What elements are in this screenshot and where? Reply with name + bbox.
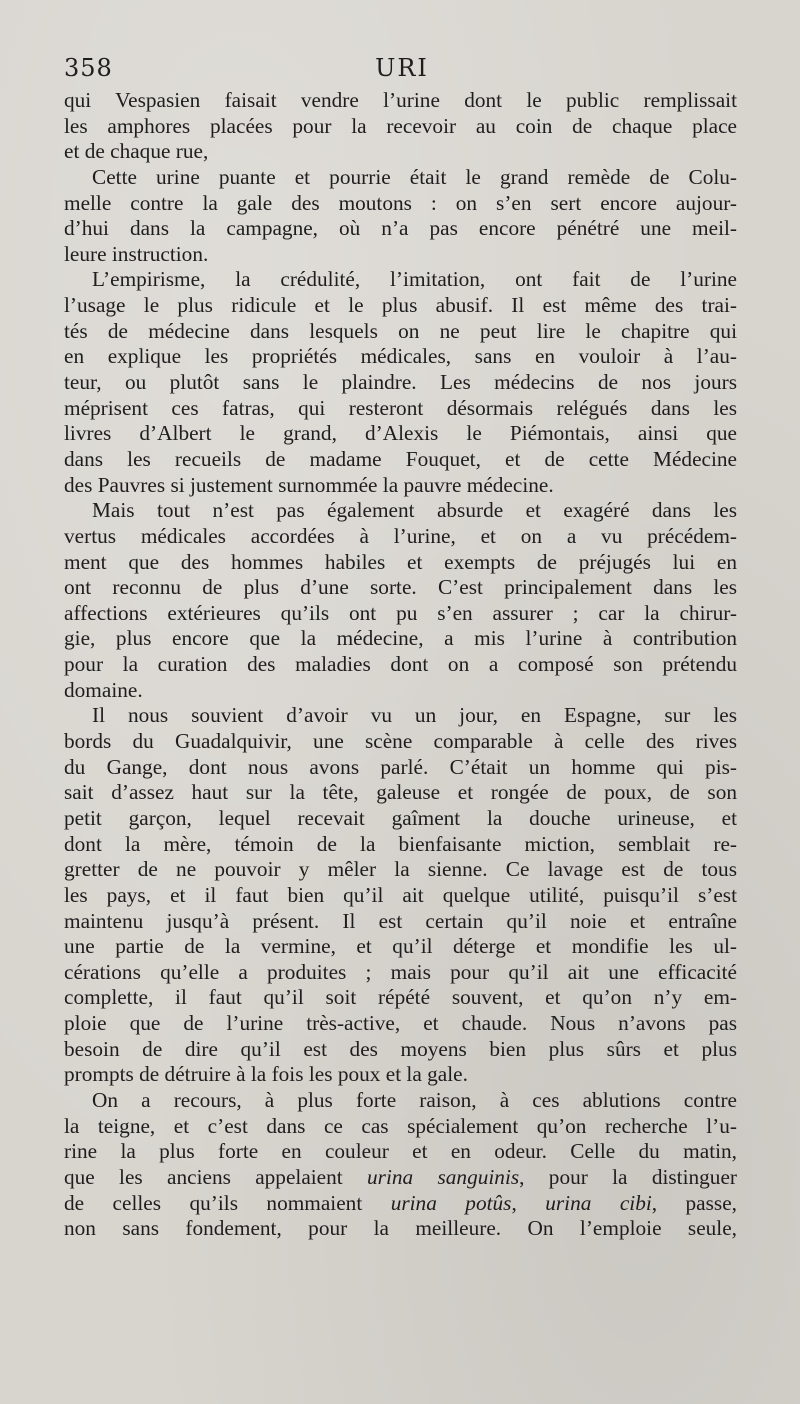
text-line: On a recours, à plus forte raison, à ces ablutions contre bbox=[92, 1087, 737, 1112]
text-line: les amphores placées pour la recevoir au coin de chaque place bbox=[64, 113, 737, 138]
text-line: Il nous souvient d’avoir vu un jour, en Espagne, sur les bbox=[92, 703, 737, 728]
body-text bbox=[64, 88, 737, 1242]
text-line-with-italic bbox=[64, 1165, 737, 1191]
text-line: non sans fondement, pour la meilleure. On l’emploie seule, bbox=[64, 1216, 737, 1241]
text-segment: , passe, bbox=[651, 1190, 737, 1215]
latin-term-urina-cibi: urina cibi bbox=[545, 1190, 652, 1215]
text-line: la teigne, et c’est dans ce cas spécialement qu’on recherche l’u- bbox=[64, 1113, 737, 1138]
text-line: cérations qu’elle a produites ; mais pour qu’il ait une efficacité bbox=[64, 959, 737, 984]
text-line: complette, il faut qu’il soit répété souvent, et qu’on n’y em- bbox=[64, 985, 737, 1010]
text-line: L’empirisme, la crédulité, l’imitation, ont fait de l’urine bbox=[92, 267, 737, 292]
running-head: URI bbox=[375, 54, 429, 82]
text-line: Mais tout n’est pas également absurde et exagéré dans les bbox=[92, 498, 737, 523]
text-line: l’usage le plus ridicule et le plus abusif. Il est même des trai- bbox=[64, 293, 737, 318]
text-line: des Pauvres si justement surnommée la pauvre médecine. bbox=[64, 472, 554, 497]
latin-term-urina-sanguinis: urina sanguinis bbox=[367, 1164, 520, 1189]
text-line: une partie de la vermine, et qu’il déterge et mondifie les ul- bbox=[64, 934, 737, 959]
text-line: d’hui dans la campagne, où n’a pas encore pénétré une meil- bbox=[64, 216, 737, 241]
text-line: Cette urine puante et pourrie était le grand remède de Colu- bbox=[92, 164, 737, 189]
text-line: leure instruction. bbox=[64, 241, 209, 266]
text-line-with-italic bbox=[64, 1191, 737, 1217]
text-line: et de chaque rue, bbox=[64, 139, 209, 164]
text-line: tés de médecine dans lesquels on ne peut lire le chapitre qui bbox=[64, 318, 737, 343]
text-line: ont reconnu de plus d’une sorte. C’est principalement dans les bbox=[64, 575, 737, 600]
text-line: maintenu jusqu’à présent. Il est certain qu’il noie et entraîne bbox=[64, 908, 737, 933]
text-line: dont la mère, témoin de la bienfaisante miction, semblait re- bbox=[64, 831, 737, 856]
text-line: bords du Guadalquivir, une scène comparable à celle des rives bbox=[64, 729, 737, 754]
text-line: qui Vespasien faisait vendre l’urine dont le public remplissait bbox=[64, 88, 737, 112]
text-line: ment que des hommes habiles et exempts de préjugés lui en bbox=[64, 549, 737, 574]
page-number: 358 bbox=[64, 54, 113, 82]
text-line: besoin de dire qu’il est des moyens bien plus sûrs et plus bbox=[64, 1036, 737, 1061]
text-line: méprisent ces fatras, qui resteront désormais relégués dans les bbox=[64, 395, 737, 420]
text-line: du Gange, dont nous avons parlé. C’était un homme qui pis- bbox=[64, 754, 737, 779]
text-segment: , pour la distinguer bbox=[519, 1164, 737, 1189]
text-line: vertus médicales accordées à l’urine, et on a vu précédem- bbox=[64, 523, 737, 548]
page-header bbox=[64, 54, 740, 88]
text-line: domaine. bbox=[64, 677, 143, 702]
text-line: livres d’Albert le grand, d’Alexis le Piémontais, ainsi que bbox=[64, 421, 737, 446]
text-line: dans les recueils de madame Fouquet, et de cette Médecine bbox=[64, 446, 737, 471]
text-line: affections extérieures qu’ils ont pu s’en assurer ; car la chirur- bbox=[64, 600, 737, 625]
text-segment: , bbox=[511, 1190, 517, 1215]
text-line: petit garçon, lequel recevait gaîment la douche urineuse, et bbox=[64, 805, 737, 830]
text-line: melle contre la gale des moutons : on s’en sert encore aujour- bbox=[64, 190, 737, 215]
text-line: sait d’assez haut sur la tête, galeuse et rongée de poux, de son bbox=[64, 780, 737, 805]
text-line: rine la plus forte en couleur et en odeur. Celle du matin, bbox=[64, 1139, 737, 1164]
text-line: ploie que de l’urine très-active, et chaude. Nous n’avons pas bbox=[64, 1011, 737, 1036]
text-line: gie, plus encore que la médecine, a mis l’urine à contribution bbox=[64, 626, 737, 651]
text-line: pour la curation des maladies dont on a composé son prétendu bbox=[64, 652, 737, 677]
text-segment: de celles qu’ils nommaient bbox=[64, 1190, 363, 1215]
text-line: en explique les propriétés médicales, sans en vouloir à l’au- bbox=[64, 344, 737, 369]
text-line: prompts de détruire à la fois les poux et la gale. bbox=[64, 1062, 468, 1087]
latin-term-urina-potus: urina potûs bbox=[390, 1190, 512, 1215]
text-line: gretter de ne pouvoir y mêler la sienne. Ce lavage est de tous bbox=[64, 857, 737, 882]
text-line: les pays, et il faut bien qu’il ait quelque utilité, puisqu’il s’est bbox=[64, 882, 737, 907]
text-line: teur, ou plutôt sans le plaindre. Les médecins de nos jours bbox=[64, 370, 737, 395]
text-segment: que les anciens appelaient bbox=[64, 1164, 343, 1189]
